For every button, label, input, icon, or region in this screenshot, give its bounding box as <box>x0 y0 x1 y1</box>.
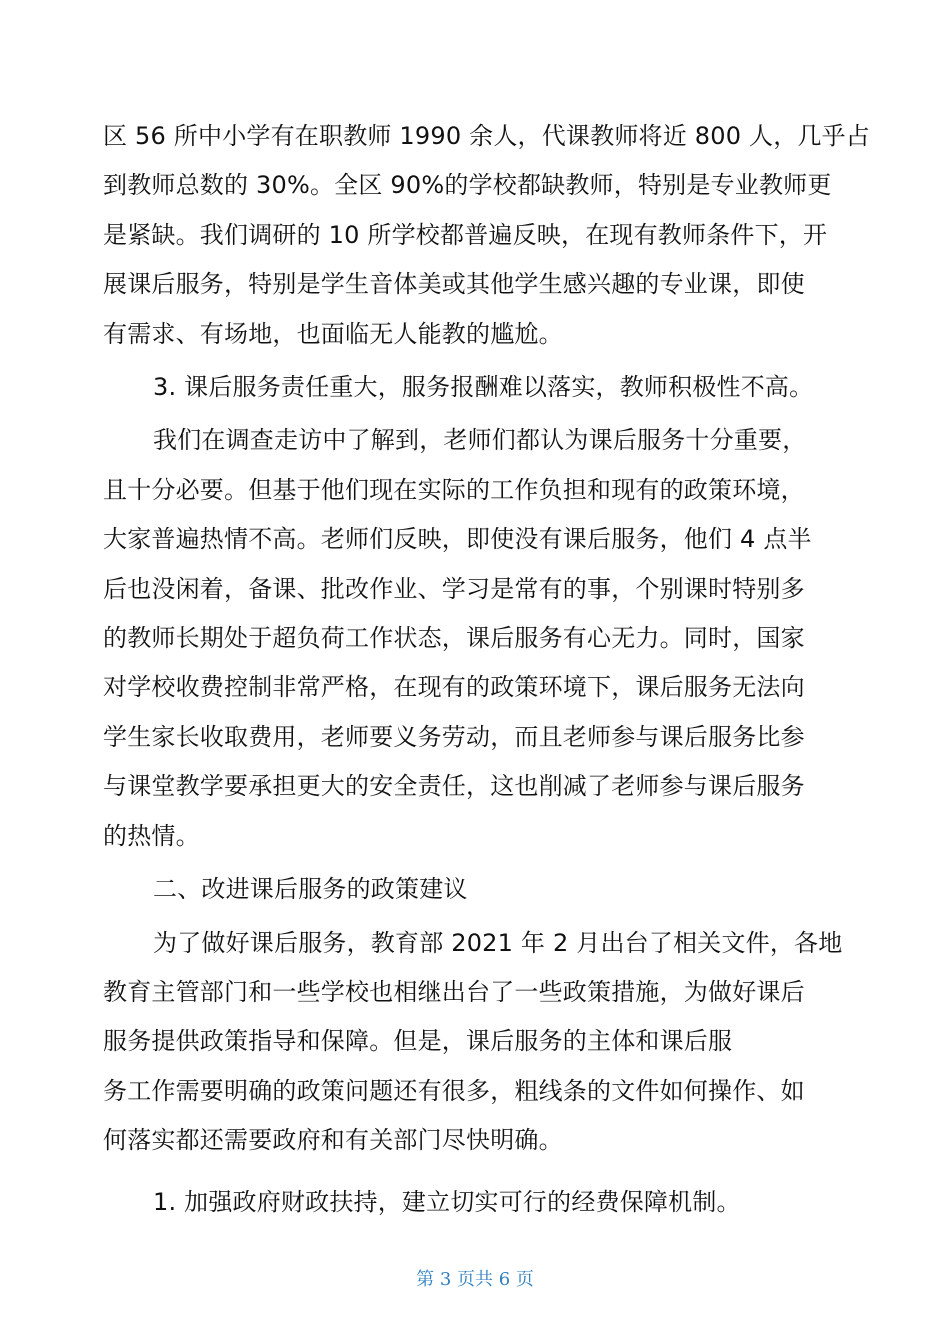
section-heading-2 <box>103 865 843 914</box>
text-line: 学生家长收取费用，老师要义务劳动，而且老师参与课后服务比参 <box>103 722 805 751</box>
text-line: 后也没闲着，备课、批改作业、学习是常有的事，个别课时特别多 <box>103 574 805 603</box>
text-line: 大家普遍热情不高。老师们反映，即使没有课后服务，他们 4 点半 <box>103 525 812 554</box>
text-line: 的教师长期处于超负荷工作状态，课后服务有心无力。同时，国家 <box>103 624 805 653</box>
text-line: 何落实都还需要政府和有关部门尽快明确。 <box>103 1126 563 1155</box>
text-line: 二、改进课后服务的政策建议 <box>153 875 468 904</box>
text-line: 与课堂教学要承担更大的安全责任，这也削减了老师参与课后服务 <box>103 772 805 801</box>
spacer <box>103 1166 843 1178</box>
text-line: 我们在调查走访中了解到，老师们都认为课后服务十分重要， <box>153 426 807 455</box>
paragraph-teacher-motivation <box>103 416 843 861</box>
text-line: 且十分必要。但基于他们现在实际的工作负担和现有的政策环境， <box>103 475 805 504</box>
text-line: 对学校收费控制非常严格，在现有的政策环境下，课后服务无法向 <box>103 673 805 702</box>
text-line: 是紧缺。我们调研的 10 所学校都普遍反映，在现有教师条件下，开 <box>103 220 828 249</box>
text-line: 为了做好课后服务，教育部 2021 年 2 月出台了相关文件，各地 <box>153 928 843 957</box>
document-body <box>103 112 870 1227</box>
paragraph-teacher-shortage <box>103 112 870 359</box>
paragraph-policy-suggestions <box>103 919 843 1166</box>
text-line: 到教师总数的 30%。全区 90%的学校都缺教师，特别是专业教师更 <box>103 171 832 200</box>
subheading-1 <box>103 1178 843 1227</box>
text-line: 展课后服务，特别是学生音体美或其他学生感兴趣的专业课，即使 <box>103 270 805 299</box>
text-line: 教育主管部门和一些学校也相继出台了一些政策措施，为做好课后 <box>103 977 805 1006</box>
subheading-3 <box>103 363 843 412</box>
page-number-footer: 第 3 页共 6 页 <box>416 1269 534 1290</box>
text-line: 的热情。 <box>103 821 200 850</box>
text-line: 有需求、有场地，也面临无人能教的尴尬。 <box>103 319 563 348</box>
text-line: 3. 课后服务责任重大，服务报酬难以落实，教师积极性不高。 <box>153 373 814 402</box>
text-line: 服务提供政策指导和保障。但是，课后服务的主体和课后服 <box>103 1027 733 1056</box>
text-line: 区 56 所中小学有在职教师 1990 余人，代课教师将近 800 人，几乎占 <box>103 122 870 150</box>
text-line: 务工作需要明确的政策问题还有很多，粗线条的文件如何操作、如 <box>103 1076 805 1105</box>
text-line: 1. 加强政府财政扶持，建立切实可行的经费保障机制。 <box>153 1187 741 1216</box>
